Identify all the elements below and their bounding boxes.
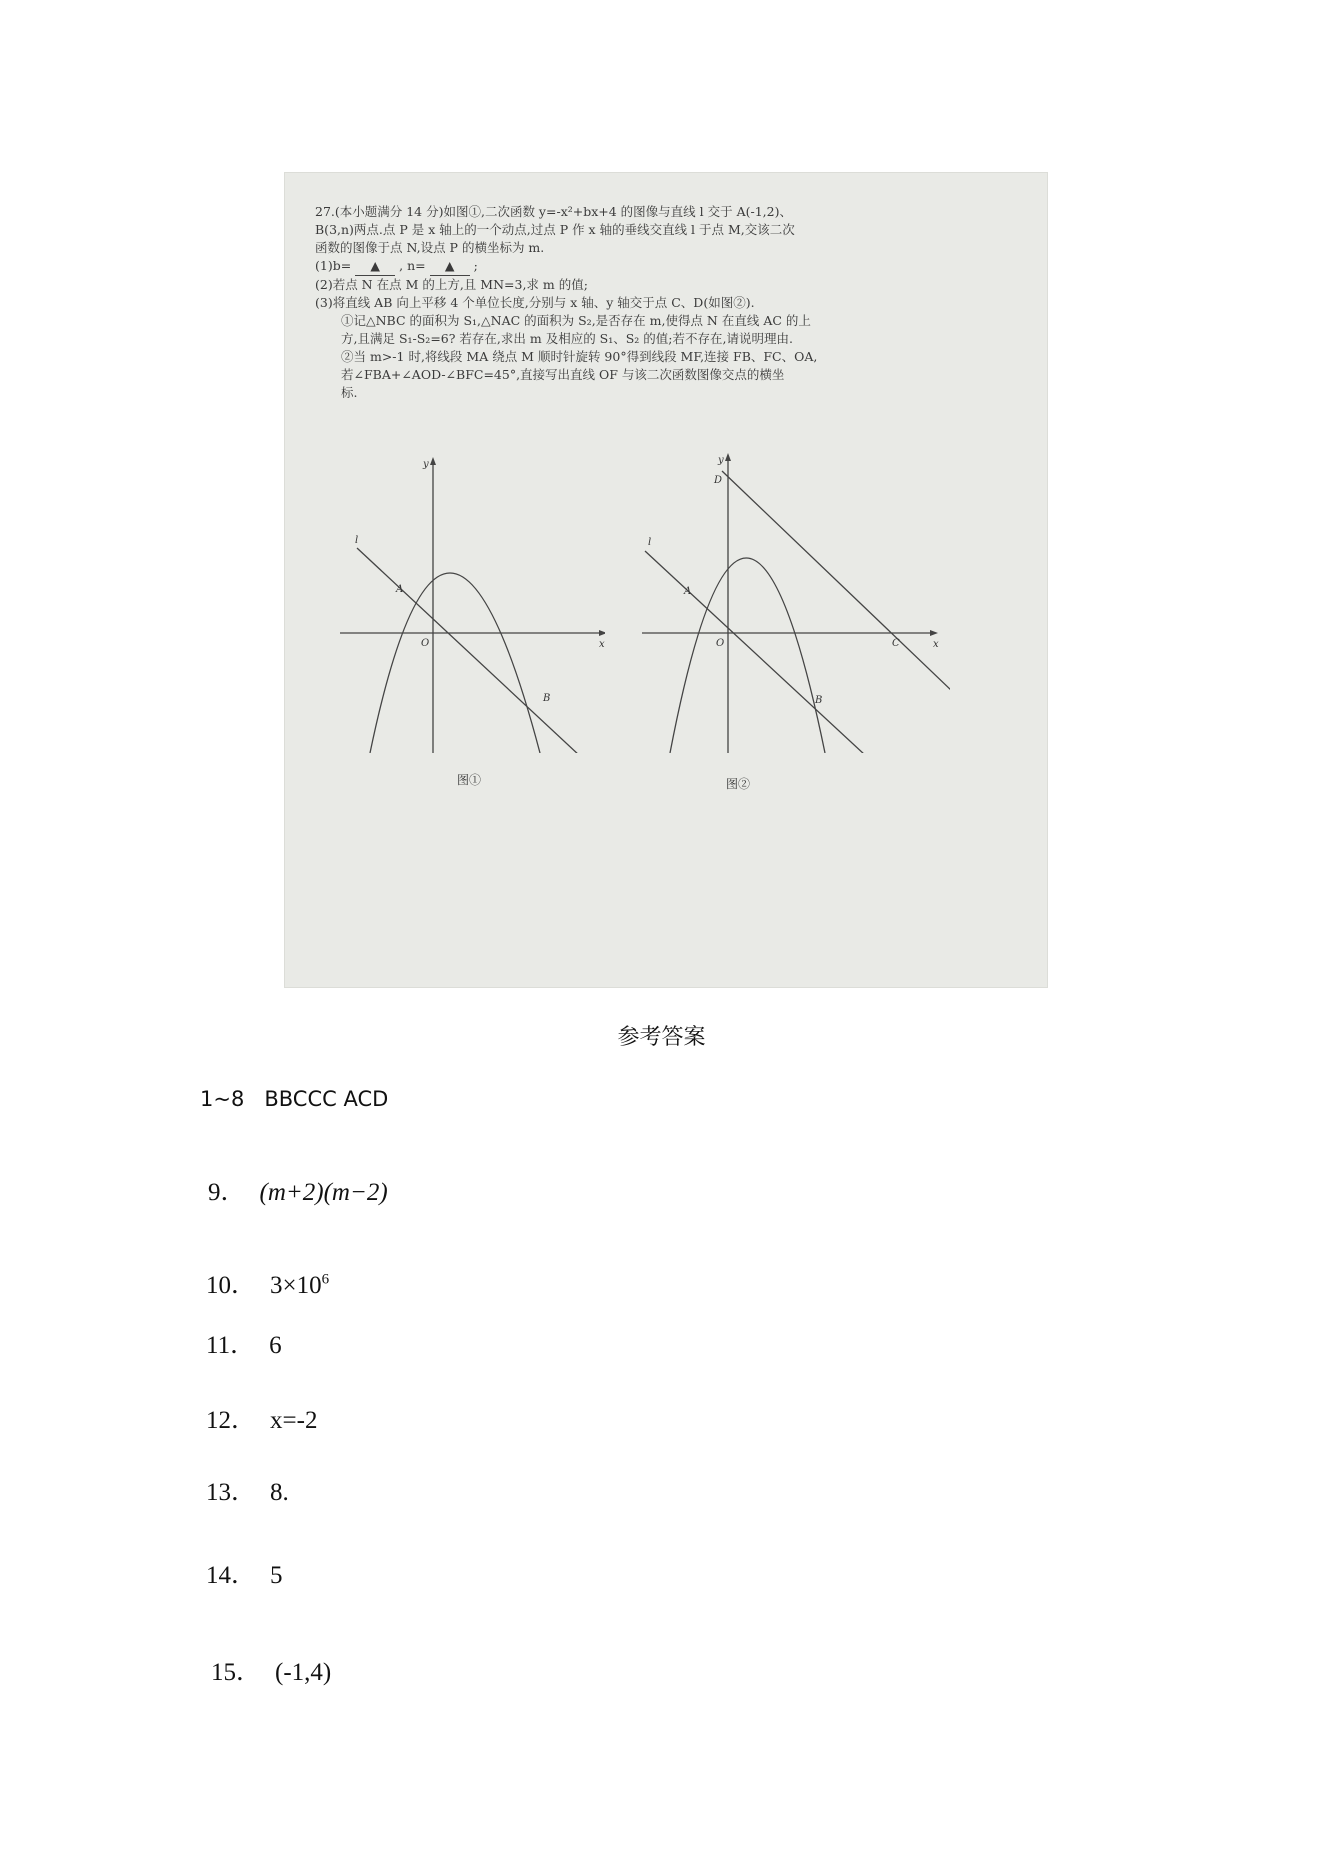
point-b-label: B	[815, 695, 823, 706]
question-3: (3)将直线 AB 向上平移 4 个单位长度,分别与 x 轴、y 轴交于点 C、D(如图②).	[315, 295, 755, 310]
answer-1-8: 1~8 BBCCC ACD	[200, 1087, 389, 1111]
answer-12	[206, 1400, 317, 1436]
figure-2-caption: 图②	[726, 777, 751, 791]
y-arrow	[430, 457, 436, 465]
answer-value: 8.	[270, 1479, 289, 1506]
answer-number: 10．	[206, 1272, 257, 1299]
y-label: y	[423, 459, 429, 470]
parabola	[670, 558, 825, 753]
problem-27-text	[315, 203, 1015, 402]
answer-value: 5	[270, 1562, 283, 1589]
problem-line: B(3,n)两点.点 P 是 x 轴上的一个动点,过点 P 作 x 轴的垂线交直线 l 于点 M,交该二次	[315, 222, 795, 237]
question-1	[315, 257, 1015, 276]
point-a-label: A	[684, 586, 692, 597]
figure-1-caption: 图①	[457, 773, 482, 787]
problem-line: 27.(本小题满分 14 分)如图①,二次函数 y=-x²+bx+4 的图像与直线 l 交于 A(-1,2)、	[315, 204, 792, 219]
answer-value: (m+2)(m−2)	[259, 1179, 388, 1206]
q1-suffix: ;	[473, 258, 478, 273]
point-d-label: D	[714, 475, 723, 486]
line-l	[645, 551, 865, 753]
x-label: x	[933, 639, 939, 650]
question-3-2-line: 若∠FBA+∠AOD-∠BFC=45°,直接写出直线 OF 与该二次函数图像交点的横坐	[341, 367, 785, 382]
answer-value: 6	[269, 1332, 282, 1359]
y-label: y	[718, 455, 724, 466]
answer-number: 15．	[211, 1659, 262, 1686]
answer-blank-b: ▲	[355, 257, 395, 276]
answer-exponent: 6	[321, 1271, 330, 1288]
answer-value: x=-2	[270, 1407, 318, 1434]
answers-title: 参考答案	[617, 1025, 706, 1050]
x-arrow	[930, 630, 938, 636]
x-arrow	[599, 630, 605, 636]
answer-9	[208, 1172, 388, 1208]
q1-mid: , n=	[399, 258, 426, 273]
line-l-label: l	[648, 537, 652, 548]
answer-number: 13．	[206, 1479, 257, 1506]
question-3-1-line: ①记△NBC 的面积为 S₁,△NAC 的面积为 S₂,是否存在 m,使得点 N 在直线 AC 的上	[341, 313, 811, 328]
answer-number: 11．	[206, 1332, 256, 1359]
answer-number: 14．	[206, 1562, 257, 1589]
question-3-1-line: 方,且满足 S₁-S₂=6? 若存在,求出 m 及相应的 S₁、S₂ 的值;若不存在,请说明理由.	[341, 331, 793, 346]
answer-number: 12．	[206, 1407, 257, 1434]
figure-1-graph	[335, 453, 605, 753]
x-label: x	[599, 639, 605, 650]
question-3-2-line: 标.	[341, 385, 358, 400]
parabola	[370, 573, 540, 753]
problem-photo	[284, 172, 1048, 988]
point-c-label: C	[892, 638, 900, 649]
answer-value: 3×10	[270, 1272, 322, 1299]
answer-11	[206, 1325, 282, 1361]
answer-15	[211, 1652, 331, 1688]
y-arrow	[725, 453, 731, 461]
origin-label: O	[716, 638, 725, 649]
answer-13	[206, 1472, 289, 1508]
answer-blank-n: ▲	[430, 257, 470, 276]
answer-number: 9．	[208, 1179, 246, 1206]
answer-value: (-1,4)	[275, 1659, 332, 1686]
answer-14	[206, 1555, 283, 1591]
q1-prefix: (1)b=	[315, 258, 352, 273]
figure-2-graph	[640, 453, 950, 753]
point-b-label: B	[543, 693, 551, 704]
answer-10	[206, 1265, 329, 1301]
point-a-label: A	[396, 584, 404, 595]
line-l	[357, 548, 580, 753]
figure-2	[640, 453, 950, 791]
origin-label: O	[421, 638, 430, 649]
problem-line: 函数的图像于点 N,设点 P 的横坐标为 m.	[315, 240, 545, 255]
line-cd	[722, 471, 950, 691]
figure-1	[335, 453, 605, 787]
question-3-2-line: ②当 m>-1 时,将线段 MA 绕点 M 顺时针旋转 90°得到线段 MF,连接 FB、FC、OA,	[341, 349, 818, 364]
question-2: (2)若点 N 在点 M 的上方,且 MN=3,求 m 的值;	[315, 277, 588, 292]
line-l-label: l	[355, 535, 359, 546]
